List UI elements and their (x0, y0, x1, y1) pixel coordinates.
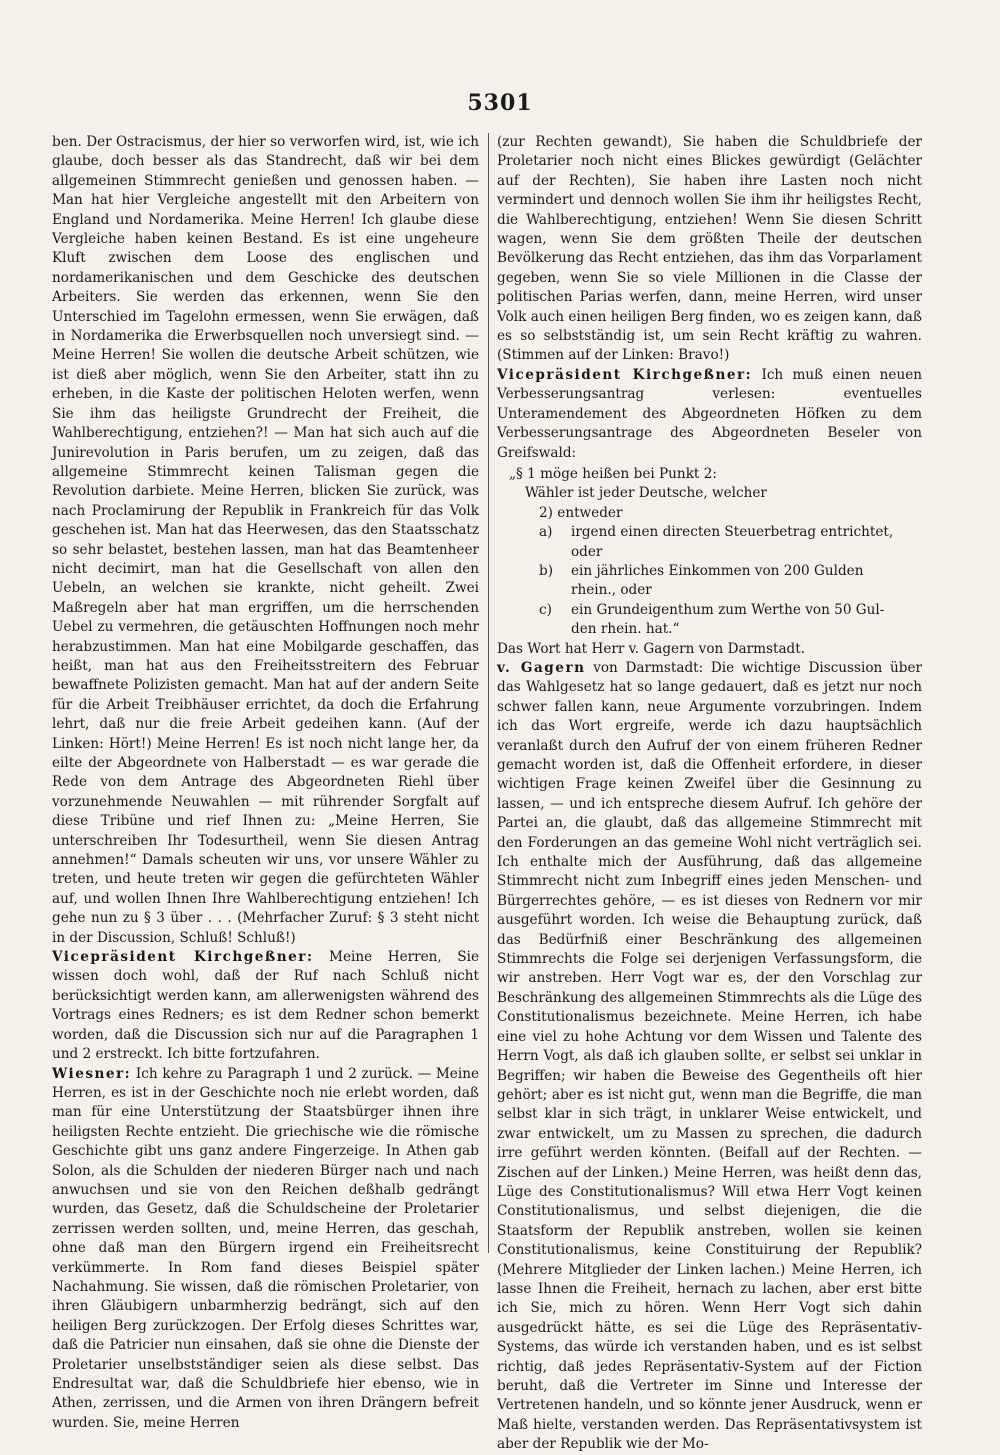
right-paragraph-1: (zur Rechten gewandt), Sie haben die Schuldbriefe der Proletarier noch nicht eines Blickes gewürdigt (Gelächter auf der Rechten), Sie haben ihre Lasten noch nicht vermindert und dennoch wollen Sie ihm ihr heiligstes Recht, die Wahlberechtigung, entziehen! Wenn Sie diesen Schritt wagen, wenn Sie dem größten Theile der deutschen Bevölkerung das Recht entziehen, das ihm das Vorparlament gegeben, wenn Sie so viele Millionen in die Classe der politischen Parias werfen, dann, meine Herren, wird unser Volk auch einen heiligen Berg finden, wo es zeigen kann, daß es so selbstständig ist, um sein Recht kräftig zu wahren. (Stimmen auf der Linken: Bravo!) (497, 134, 922, 364)
amendment-line-2: Wähler ist jeder Deutsche, welcher (525, 485, 767, 502)
right-paragraph-2: Vicepräsident Kirchgeßner: Ich muß einen neuen Verbesserungsantrag verlesen: eventuelles Unteramendement des Abgeordneten Höfken zu dem Verbesserungsantrage des Abgeordneten Beseler von Greifswald: (497, 366, 922, 461)
right-column (497, 133, 922, 1453)
amendment-item-b-cont: rhein., oder (571, 582, 652, 599)
left-column (52, 133, 480, 1431)
amendment-item-a-cont: oder (571, 543, 603, 560)
left-paragraph-3: Wiesner: Ich kehre zu Paragraph 1 und 2 zurück. — Meine Herren, es ist in der Geschichte noch nie erlebt worden, daß man für eine Unterstützung der Staatsbürger ihnen ihre heiligsten Rechte entzieht. Die griechische wie die römische Geschichte gibt uns ganz andere Fingerzeige. In Athen gab Solon, als die Schulden der niederen Bürger nach und nach anwuchsen und sie von den Reichen deßhalb gedrängt wurden, das Gesetz, daß die Schuldscheine der Proletarier zerrissen werden sollten, und, meine Herren, das geschah, ohne daß man den Bürgern irgend ein Freiheitsrecht verkümmerte. In Rom fand dieses Beispiel später Nachahmung. Sie wissen, daß die römischen Proletarier, von ihren Gläubigern unbarmherzig bedrängt, sich auf den heiligen Berg zurückzogen. Der Erfolg dieses Schrittes war, daß die Patricier nun einsahen, daß sie ohne die Dienste der Proletarier unselbstständiger seien als diese selbst. Das Endresultat war, daß die Schuldbriefe hier ebenso, wie in Athen, zerrissen, und die Armen von ihren Drängern befreit wurden. Sie, meine Herren (52, 1065, 479, 1431)
left-paragraph-2: Vicepräsident Kirchgeßner: Meine Herren, Sie wissen doch wohl, daß der Ruf nach Schluß nicht berücksichtigt werden kann, am allerwenigsten während des Vortrags eines Redners; es ist dem Redner schon bemerkt worden, daß die Discussion sich nur auf die Paragraphen 1 und 2 erstreckt. Ich bitte fortzufahren. (52, 949, 480, 1063)
amendment-item-b: b) ein jährliches Einkommen von 200 Gulden (539, 562, 864, 579)
speaker-gagern: v. Gagern (497, 659, 586, 676)
speaker-wiesner: Wiesner: (52, 1065, 132, 1082)
speaker-kirchgessner: Vicepräsident Kirchgeßner: (52, 949, 314, 966)
amendment-line-3: 2) entweder (539, 504, 623, 521)
page-number: 5301 (467, 90, 533, 116)
amendment-item-a: a) irgend einen directen Steuerbetrag entrichtet, (539, 524, 894, 541)
right-paragraph-4: v. Gagern von Darmstadt: Die wichtige Discussion über das Wahlgesetz hat so lange gedauert, daß es jetzt nur noch schwer fallen kann, neue Argumente vorzubringen. Indem ich das Wort ergreife, werde ich dazu hauptsächlich veranlaßt durch den Aufruf der von einem früheren Redner gemacht worden ist, daß die Offenheit erfordere, in dieser wichtigen Frage keinen Zweifel über die Gesinnung zu lassen, — und ich entspreche diesem Aufruf. Ich gehöre der Partei an, die glaubt, daß das allgemeine Stimmrecht mit den Forderungen an das gemeine Wohl nicht verträglich sei. Ich enthalte mich der Ausführung, daß das allgemeine Stimmrecht nicht zum Inbegriff eines jeden Menschen- und Bürgerrechtes gehöre, — es ist dieses von Rednern vor mir ausgeführt worden. Ich weise die Behauptung zurück, daß das Bedürfniß einer Beschränkung des allgemeinen Stimmrechts die Folge sei derjenigen Verfassungsform, die wir anstreben. Herr Vogt war es, der den Vorschlag zur Beschränkung des allgemeinen Stimmrechts als die Lüge des Constitutionalismus bezeichnete. Meine Herren, ich habe eine viel zu hohe Achtung vor dem Wissen und Talente des Herrn Vogt, als daß ich glauben sollte, er selbst sei unklar in Begriffen; wir haben die Beweise des Gegentheils oft hier gehört; aber es ist nicht gut, wenn man die Begriffe, die man selbst klar in sich trägt, in unklarer Weise entwickelt, und zwar entwickelt, um zu Massen zu sprechen, die dadurch irre geführt werden könnten. (Beifall auf der Rechten. — Zischen auf der Linken.) Meine Herren, was heißt denn das, Lüge des Constitutionalismus? Will etwa Herr Vogt keinen Constitutionalismus, und selbst diejenigen, die die Staatsform der Republik anstreben, wollen sie keinen Constitutionalismus, keine Constituirung der Republik? (Mehrere Mitglieder der Linken lachen.) Meine Herren, ich lasse Ihnen die Freiheit, hernach zu lachen, aber erst bitte ich Sie, mich zu hören. Wenn Herr Vogt sich dahin ausgedrückt hätte, es sei die Lüge des Repräsentativ-Systems, das würde ich verstanden haben, und es ist selbst richtig, daß jedes Repräsentativ-System auf der Fiction beruht, daß die Vertreter im Sinne und Interesse der Vertretenen handeln, und so könnte jener Ausdruck, wenn er Maß hielte, verstanden werden. Das Repräsentativsystem ist aber der Republik wie der Mo- (497, 659, 922, 1453)
amendment-item-c-cont: den rhein. hat.“ (571, 621, 680, 638)
amendment-line-1: „§ 1 möge heißen bei Punkt 2: (509, 465, 717, 482)
amendment-item-c: c) ein Grundeigenthum zum Werthe von 50 Gul- (539, 601, 885, 618)
right-paragraph-3: Das Wort hat Herr v. Gagern von Darmstadt. (497, 640, 806, 657)
speaker-kirchgessner-2: Vicepräsident Kirchgeßner: (497, 366, 753, 383)
column-divider (488, 133, 489, 1253)
left-paragraph-1: ben. Der Ostracismus, der hier so verworfen wird, ist, wie ich glaube, doch besser als das Standrecht, daß wir bei dem allgemeinen Stimmrecht genießen und genossen haben. — Man hat hier Vergleiche angestellt mit den Arbeitern von England und Nordamerika. Meine Herren! Ich glaube diese Vergleiche haben keinen Bestand. Es ist eine ungeheure Kluft zwischen dem Loose des englischen und nordamerikanischen und dem Geschicke des deutschen Arbeiters. Sie werden das erkennen, wenn Sie den Unterschied im Tagelohn ermessen, wenn Sie erwägen, daß in Nordamerika die Erwerbsquellen noch unversiegt sind. — Meine Herren! Sie wollen die deutsche Arbeit schützen, wie ist dieß aber möglich, wenn Sie den Arbeiter, statt ihn zu erheben, in die Kaste der politischen Heloten werfen, wenn Sie ihm das heiligste Grundrecht der Freiheit, die Wahlberechtigung, entziehen?! — Man hat sich auch auf die Junirevolution in Paris berufen, um zu zeigen, daß das allgemeine Stimmrecht keinen Talisman gegen die Revolution darbiete. Meine Herren, blicken Sie zurück, was nach Proclamirung der Republik in Frankreich für das Volk geschehen ist. Man hat das Heerwesen, das den Staatsschatz so sehr belastet, bestehen lassen, man hat das Beamtenheer nicht decimirt, man hat die Gesellschaft von allen den Uebeln, an welchen sie krankte, nicht geheilt. Zwei Maßregeln aber hat man ergriffen, um die herrschenden Uebel zu vermehren, die getäuschten Hoffnungen noch mehr herabzustimmen. Man hat eine Mobilgarde geschaffen, das heißt, man hat aus den Freiheitsstreitern des Februar bewaffnete Polizisten gemacht. Man hat auf der andern Seite für die Arbeit Treibhäuser errichtet, da doch die Erfahrung lehrt, daß nur die freie Arbeit gedeihen kann. (Auf der Linken: Hört!) Meine Herren! Es ist noch nicht lange her, da eilte der Abgeordnete von Halberstadt — es war gerade die Rede von dem Antrage des Abgeordneten Riehl über vorzunehmende Neuwahlen — mit rührender Sorgfalt auf diese Tribüne und rief Ihnen zu: „Meine Herren, Sie unterschreiben Ihr Todesurtheil, wenn Sie diesen Antrag annehmen!“ Damals scheuten wir uns, vor unsere Wähler zu treten, und heute treten wir gegen die gefürchteten Wähler auf, und wollen Ihnen Ihre Wahlberechtigung entziehen! Ich gehe nun zu § 3 über . . . (Mehrfacher Zuruf: § 3 steht nicht in der Discussion, Schluß! Schluß!) (52, 134, 479, 946)
amendment-text (497, 465, 922, 640)
